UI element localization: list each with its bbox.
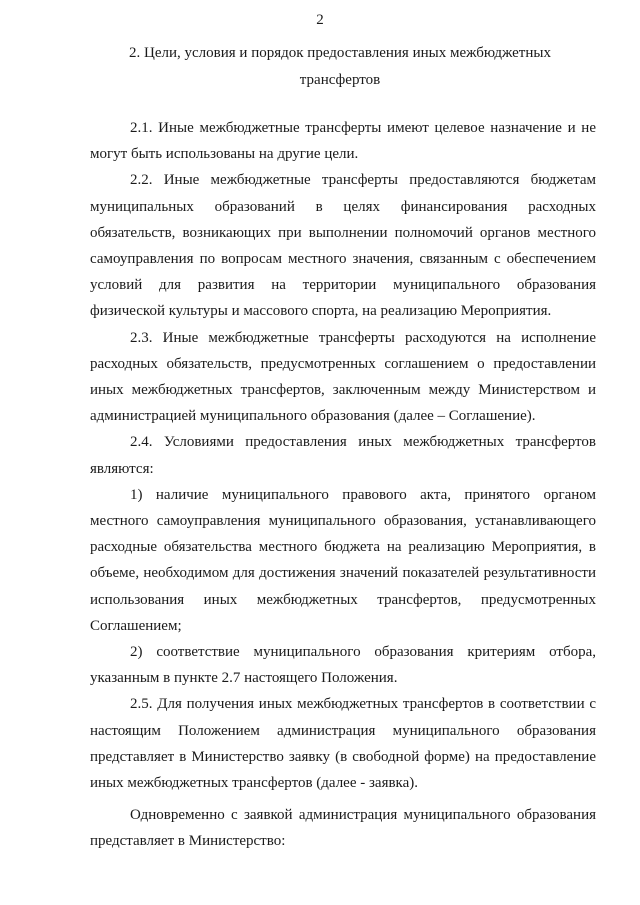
document-body: [90, 115, 596, 855]
paragraph-2-1: 2.1. Иные межбюджетные трансферты имеют целевое назначение и не могут быть использованы на другие цели.: [90, 120, 596, 163]
paragraph-2-4: 2.4. Условиями предоставления иных межбюджетных трансфертов являются:: [90, 434, 596, 477]
paragraph-2-5: 2.5. Для получения иных межбюджетных трансфертов в соответствии с настоящим Положением администрация муниципального образования представляет в Министерство заявку (в свободной форме) на предоставление иных межбюджетных трансфертов (далее - заявка).: [90, 696, 596, 792]
page-number: 2: [316, 12, 324, 28]
paragraph-2-3: 2.3. Иные межбюджетные трансферты расходуются на исполнение расходных обязательств, предусмотренных соглашением о предоставлении иных межбюджетных трансфертов, заключенным между Министерством и администрацией муниципального образования (далее – Соглашение).: [90, 329, 596, 425]
paragraph-2-2: 2.2. Иные межбюджетные трансферты предоставляются бюджетам муниципальных образований в целях финансирования расходных обязательств, возникающих при выполнении полномочий органов местного самоуправления по вопросам местного значения, связанным с обеспечением условий для развития на территории муниципального образования физической культуры и массового спорта, на реализацию Мероприятия.: [90, 172, 596, 320]
paragraph-2-4-item-1: 1) наличие муниципального правового акта, принятого органом местного самоуправления муниципального образования, устанавливающего расходные обязательства местного бюджета на реализацию Мероприятия, в объеме, необходимом для достижения значений показателей результативности использования иных межбюджетных трансфертов, предусмотренных Соглашением;: [90, 486, 596, 634]
paragraph-simultaneously: Одновременно с заявкой администрация муниципального образования представляет в Министерство:: [90, 807, 596, 850]
section-heading: 2. Цели, условия и порядок предоставления иных межбюджетных трансфертов: [129, 45, 551, 88]
paragraph-2-4-item-2: 2) соответствие муниципального образования критериям отбора, указанным в пункте 2.7 настоящего Положения.: [90, 644, 596, 687]
